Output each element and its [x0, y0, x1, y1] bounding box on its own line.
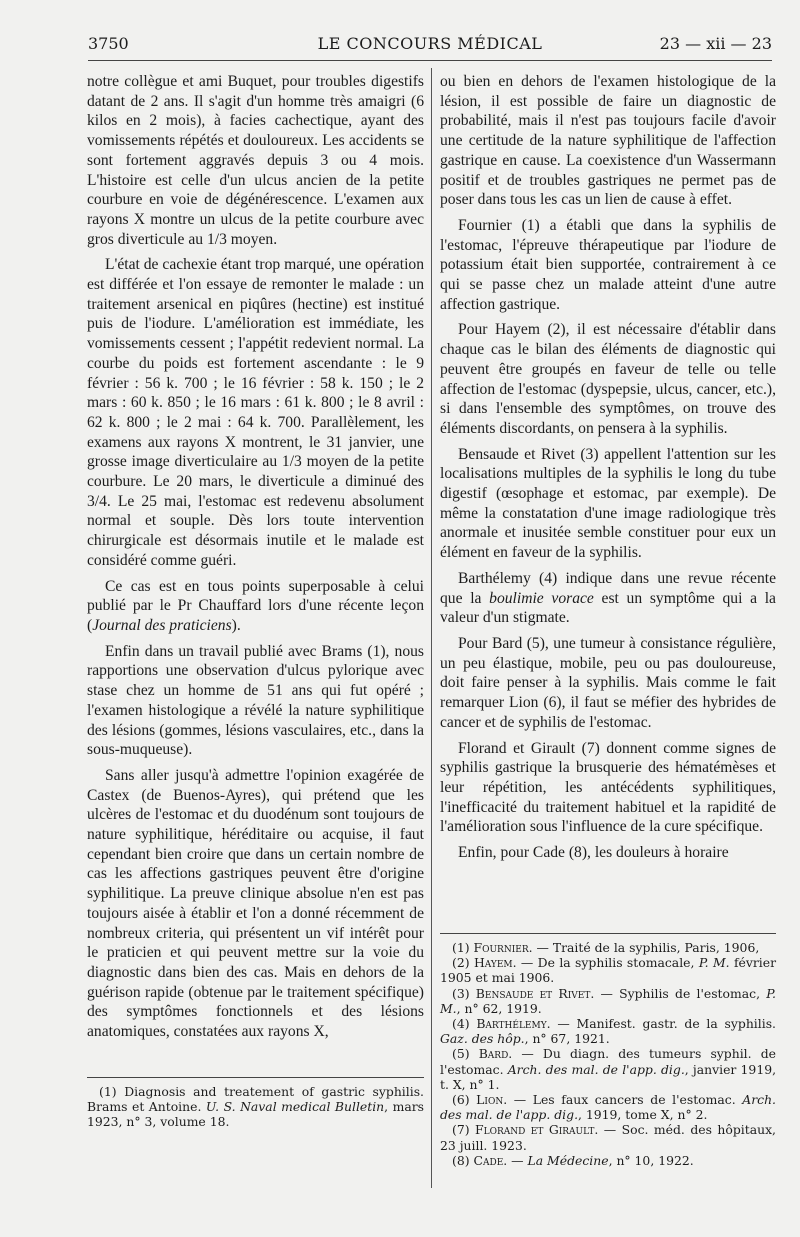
footnote-rule [440, 933, 776, 934]
footnote [87, 1084, 424, 1130]
text-run: — Les faux cancers de l'estomac. [507, 1092, 743, 1108]
text-run: , n° 67, 1921. [524, 1031, 610, 1047]
text-run: , 1919, tome X, n° 2. [578, 1107, 708, 1123]
column-divider [431, 68, 432, 1188]
footnote: (8) Cade. — La Médecine, n° 10, 1922. [452, 1152, 694, 1168]
footnote-author: Bard. [478, 1046, 513, 1062]
footnote-author: Cade. [473, 1152, 508, 1168]
paragraph: Florand et Girault (7) donnent comme signes de syphilis gastrique la brusquerie des hématémèses et leur répétition, les antécédents syphilitiques, l'inefficacité du traitement habituel et la rapidité de l'amélioration sous l'influence de la cure spécifique. [440, 739, 776, 836]
text-run: — Manifest. gastr. de la syphilis. [550, 1016, 776, 1032]
right-column [440, 72, 776, 869]
paragraph: Enfin, pour Cade (8), les douleurs à horaire [458, 844, 729, 862]
footnote-rule [87, 1077, 424, 1078]
footnote: (4) Barthélemy. — Manifest. gastr. de la syphilis. Gaz. des hôp., n° 67, 1921. [440, 1016, 776, 1047]
paragraph: L'état de cachexie étant trop marqué, une opération est différée et l'on essaye de remonter le malade : un traitement arsenical en piqûres (hectine) est institué puis de l'iodure. L'amélioration est immédiate, les vomissements cessent ; l'appétit redevient normal. La courbe du poids est fortement ascendante : le 9 février : 56 k. 700 ; le 16 février : 58 k. 150 ; le 2 mars : 60 k. 850 ; le 16 mars : 61 k. 800 ; le 8 avril : 62 k. 800 ; le 2 mai : 64 k. 700. Parallèlement, les examens aux rayons X montrent, le 31 janvier, une grosse image diverticulaire au 1/3 moyen de la petite courbure. Le 20 mars, le diverticule a diminué des 3/4. Le 25 mai, l'estomac est redevenu absolument normal et souple. Dès lors toute intervention chirurgicale est désormais inutile et le malade est considéré comme guéri. [87, 256, 424, 569]
journal-citation: Arch. des mal. de l'app. dig. [507, 1061, 685, 1077]
paragraph: Enfin dans un travail publié avec Brams (1), nous rapportions une observation d'ulcus pylorique avec stase chez un homme de 51 ans qui fut opéré ; l'examen histologique a révélé la nature syphilitique des lésions (gommes, lésions vasculaires, etc., dans la sous-muqueuse). [87, 642, 424, 759]
header-rule [88, 60, 772, 61]
left-footnotes [87, 1077, 424, 1130]
footnote-author: Barthélemy. [476, 1016, 551, 1032]
left-column [87, 72, 424, 1048]
paragraph: Fournier (1) a établi que dans la syphilis de l'estomac, l'épreuve thérapeutique par l'iodure de potassium était bien supportée, contrairement à ce qui se passe chez un malade atteint d'une autre affection gastrique. [440, 216, 776, 313]
text-run: février 1905 et mai 1906. [440, 955, 777, 986]
journal-citation: Gaz. des hôp. [440, 1031, 525, 1047]
text-run: — Soc. méd. des hôpitaux, 23 juill. 1923. [440, 1122, 776, 1153]
text-run: — Traité de la syphilis, Paris, 1906, [532, 940, 760, 955]
footnote: (5) Bard. — Du diagn. des tumeurs syphil. de l'estomac. Arch. des mal. de l'app. dig., janvier 1919, t. X, n° 1. [440, 1046, 777, 1092]
journal-citation: La Médecine [527, 1152, 609, 1168]
text-run: — Syphilis de l'estomac, [594, 985, 767, 1001]
text-run: , janvier 1919, t. X, n° 1. [440, 1061, 777, 1092]
footnote: (1) Fournier. — Traité de la syphilis, Paris, 1906, [452, 940, 760, 955]
footnote-author: Bensaude et Rivet. [475, 985, 595, 1001]
journal-citation: P. M. [698, 955, 730, 971]
emphasized-term: boulimie vorace [489, 589, 594, 607]
journal-title: LE CONCOURS MÉDICAL [317, 34, 543, 53]
footnote-author: Fournier. [473, 940, 533, 955]
text-run: — De la syphilis stomacale, [516, 955, 699, 971]
paragraph: notre collègue et ami Buquet, pour troubles digestifs datant de 2 ans. Il s'agit d'un homme très amaigri (6 kilos en 2 mois), à facies cachectique, ayant des vomissements répétés et douloureux. Les accidents se sont fortement aggravés depuis 3 ou 4 mois. L'histoire est celle d'un ulcus ancien de la petite courbure en voie de dégénérescence. L'examen aux rayons X montre un ulcus de la petite courbure avec gros diverticule au 1/3 moyen. [87, 73, 424, 248]
footnote-author: Hayem. [473, 955, 517, 971]
footnote: (6) Lion. — Les faux cancers de l'estomac. Arch. des mal. de l'app. dig., 1919, tome X, n° 2. [440, 1092, 776, 1123]
text-run: , mars 1923, n° 3, volume 18. [87, 1099, 424, 1130]
paragraph [87, 577, 424, 636]
footnote: (2) Hayem. — De la syphilis stomacale, P. M. février 1905 et mai 1906. [440, 955, 777, 986]
text-run: , n° 62, 1919. [456, 1000, 542, 1016]
paragraph: Sans aller jusqu'à admettre l'opinion exagérée de Castex (de Buenos-Ayres), qui prétend que les ulcères de l'estomac et du duodénum sont toujours de nature syphilitique, héréditaire ou acquise, il faut cependant bien croire que dans un certain nombre de cas les affections gastriques peuvent être d'origine syphilitique. La preuve clinique absolue n'en est pas toujours aisée à établir et l'on a donné récemment de nombreux criteria, qui présentent un vif intérêt pour le praticien et qui peuvent mettre sur la voie du diagnostic dans bien des cas. Mais en dehors de la guérison rapide (obtenue par le traitement spécifique) des symptômes fonctionnels et des lésions anatomiques, constatées aux rayons X, [87, 766, 424, 1041]
text-run: ). [231, 616, 241, 634]
paragraph: Pour Hayem (2), il est nécessaire d'établir dans chaque cas le bilan des éléments de diagnostic qui peuvent être groupés en faveur de telle ou telle affection de l'estomac (dyspepsie, ulcus, cancer, etc.), si dans l'ensemble des symptômes, on trouve des éléments discordants, on pensera à la syphilis. [440, 321, 776, 437]
text-run: — Du diagn. des tumeurs syphil. de l'estomac. [440, 1046, 776, 1077]
text-run: (1) Diagnosis and treatement of gastric syphilis. Brams et Antoine. [87, 1084, 424, 1115]
journal-citation: U. S. Naval medical Bulletin [205, 1099, 385, 1115]
paragraph: Pour Bard (5), une tumeur à consistance régulière, un peu élastique, mobile, peu ou pas douloureuse, doit faire penser à la syphilis. Mais comme le fait remarquer Lion (6), il faut se méfier des hybrides de cancer et de syphilis de l'estomac. [440, 634, 776, 731]
text-run: Ce cas est en tous points superposable à celui publié par le Pr Chauffard lors d'une récente leçon ( [87, 577, 424, 634]
paragraph: ou bien en dehors de l'examen histologique de la lésion, il est possible de faire un diagnostic de probabilité, mais il n'est pas toujours facile d'avoir une certitude de la nature syphilitique de l'affection gastrique en cause. La coexistence d'un Wassermann positif et de troubles gastriques ne permet pas de poser dans tous les cas un lien de cause à effet. [440, 73, 776, 209]
journal-citation: P. M. [440, 985, 776, 1016]
paragraph: Bensaude et Rivet (3) appellent l'attention sur les localisations multiples de la syphilis le long du tube digestif (œsophage et estomac, par exemple). De même la constatation d'une image radiologique très anormale et inusitée semble constituer pour eux un élément en faveur de la syphilis. [440, 445, 776, 562]
text-run: est un symptôme qui a la valeur d'un stigmate. [440, 589, 776, 627]
page-header [88, 34, 772, 56]
text-run: Barthélemy (4) indique dans une revue récente que la [440, 569, 776, 607]
page-number: 3750 [88, 34, 129, 53]
footnote: (7) Florand et Girault. — Soc. méd. des hôpitaux, 23 juill. 1923. [440, 1122, 776, 1153]
journal-citation: Arch. des mal. de l'app. dig. [440, 1092, 776, 1123]
paragraph [440, 569, 776, 628]
journal-citation: Journal des praticiens [92, 616, 232, 634]
text-run: , n° 10, 1922. [608, 1152, 694, 1168]
footnote: (3) Bensaude et Rivet. — Syphilis de l'estomac, P. M., n° 62, 1919. [440, 985, 776, 1016]
issue-date: 23 — xii — 23 [659, 34, 772, 53]
right-footnotes [440, 933, 776, 1168]
footnote-author: Lion. [476, 1092, 508, 1108]
footnote-author: Florand et Girault. [475, 1122, 599, 1138]
text-run: — [507, 1152, 528, 1168]
